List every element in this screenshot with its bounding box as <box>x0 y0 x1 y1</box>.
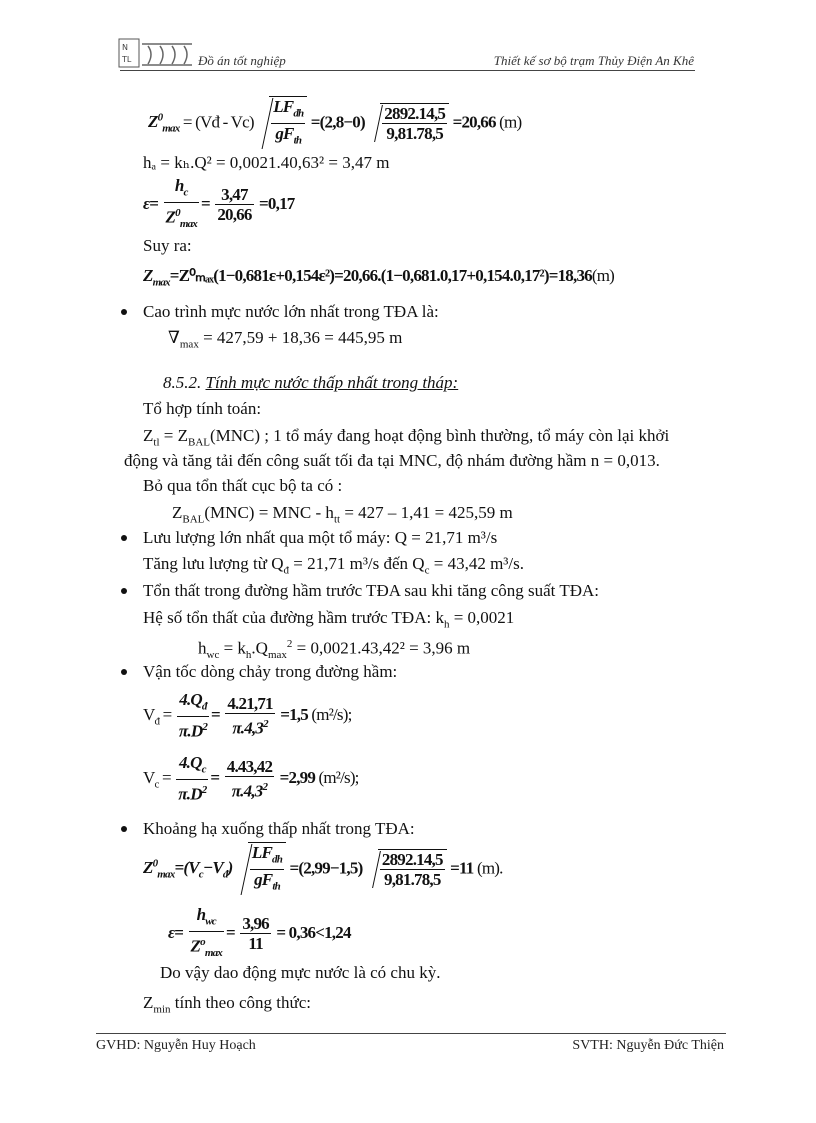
logo <box>118 38 194 68</box>
heso-line: Hệ số tổn thất của đường hầm trước TĐA: $k_h = 0,0021$ <box>143 608 515 631</box>
header-rule <box>120 70 695 71</box>
vmax-line: $\nabla_{max} = 427,59 + 18,36 = 445,95$ m <box>168 328 403 351</box>
tang-line: Tăng lưu lượng từ $Q_đ = 21,71$ m³/s đến $Q_c = 43,42$ m³/s. <box>143 554 524 577</box>
zbal-line: $Z_{BAL}(MNC)$ = MNC - $h_{tt} = 427 - 1,41 = 425,59$ m <box>172 503 513 526</box>
zmin-line: $Z_{min}$ tính theo công thức: <box>143 993 311 1016</box>
equation-vd: $V_đ$ = $\frac{4.Q_đ}{\pi.D^2}$ = $\frac{4.21,71}{\pi.4,3^2}$ =1,5 (m²/s); <box>143 690 352 742</box>
to-hop: Tổ hợp tính toán: <box>143 399 262 418</box>
footer-left: GVHD: Nguyễn Huy Hoạch <box>96 1038 256 1053</box>
bullet-text-1: Cao trình mực nước lớn nhất trong TĐA là: <box>143 302 439 321</box>
footer-rule <box>96 1033 726 1034</box>
suy-ra: Suy ra: <box>143 236 192 255</box>
bullet <box>121 535 127 541</box>
bullet <box>121 309 127 315</box>
do-vay: Do vậy dao động mực nước là có chu kỳ. <box>160 963 441 982</box>
equation-vc: $V_c$ = $\frac{4.Q_c}{\pi.D^2}$ = $\frac{4.43,42}{\pi.4,3^2}$ =2,99 (m²/s); <box>143 753 359 805</box>
bullet <box>121 669 127 675</box>
hc-line: hₐ = kₕ.Q² = 0,0021.40,63² = 3,47 m <box>143 153 390 172</box>
section-heading: 8.5.2. Tính mực nước thấp nhất trong tháp: <box>163 373 459 392</box>
bullet-text-5: Khoảng hạ xuống thấp nhất trong TĐA: <box>143 819 415 838</box>
svg-text:N: N <box>122 43 128 52</box>
header-left: Đồ án tốt nghiệp <box>198 53 286 68</box>
equation-epsilon-2: ε= $\frac{h_{wc}}{Z^o_{max}}$ = $\frac{3,96}{11}$ = 0,36<1,24 <box>168 905 351 960</box>
ztl-line: $Z_{tl} = Z_{BAL}(MNC)$ ; 1 tổ máy đang hoạt động bình thường, tổ máy còn lại khởi <box>143 426 670 449</box>
footer-right: SVTH: Nguyễn Đức Thiện <box>572 1038 724 1053</box>
header-right: Thiết kế sơ bộ trạm Thủy Điện An Khê <box>493 53 694 68</box>
bullet-text-3: Tổn thất trong đường hầm trước TĐA sau khi tăng công suất TĐA: <box>143 581 599 600</box>
equation-epsilon-1: ε= $\frac{h_c}{Z^0_{max}}$ = $\frac{3,47}{20,66}$ =0,17 <box>143 176 295 231</box>
bullet <box>121 826 127 832</box>
dong-line: động và tăng tải đến công suất tối đa tại MNC, độ nhám đường hầm n = 0,013. <box>124 451 660 470</box>
equation-zmax: $Z_{max}=Z^0_{max}(1-0,681\varepsilon+0,154\varepsilon^2)=20,66.(1-0,681.0,17+0,154.0,17^2)=18,36(m)$ <box>143 266 615 289</box>
bullet-text-2: Lưu lượng lớn nhất qua một tổ máy: Q = 21,71 m³/s <box>143 528 498 547</box>
bo-qua: Bỏ qua tổn thất cục bộ ta có : <box>143 476 343 495</box>
equation-z0max: $Z^0_{max}$ = (Vđ - Vc) $\frac{LF_{dh}}{gF_{th}}$ =(2,8−0) $\frac{2892.14,5}{9,81.78,5}$ =20,66 (m) <box>148 96 521 151</box>
logo-icon <box>118 38 194 68</box>
equation-z0max-2: $Z^0_{max}=(V_c-V_đ)$ $\frac{LF_{dh}}{gF_{th}}$ =(2,99−1,5) $\frac{2892.14,5}{9,81.78,5}$ =11 (m). <box>143 842 503 897</box>
bullet-text-4: Vận tốc dòng chảy trong đường hầm: <box>143 662 398 681</box>
hwc-line: $h_{wc} = k_h.Q_{max}^2 = 0,0021.43,42^2 = 3,96$ m <box>198 638 471 662</box>
svg-text:TL: TL <box>122 55 132 64</box>
bullet <box>121 588 127 594</box>
